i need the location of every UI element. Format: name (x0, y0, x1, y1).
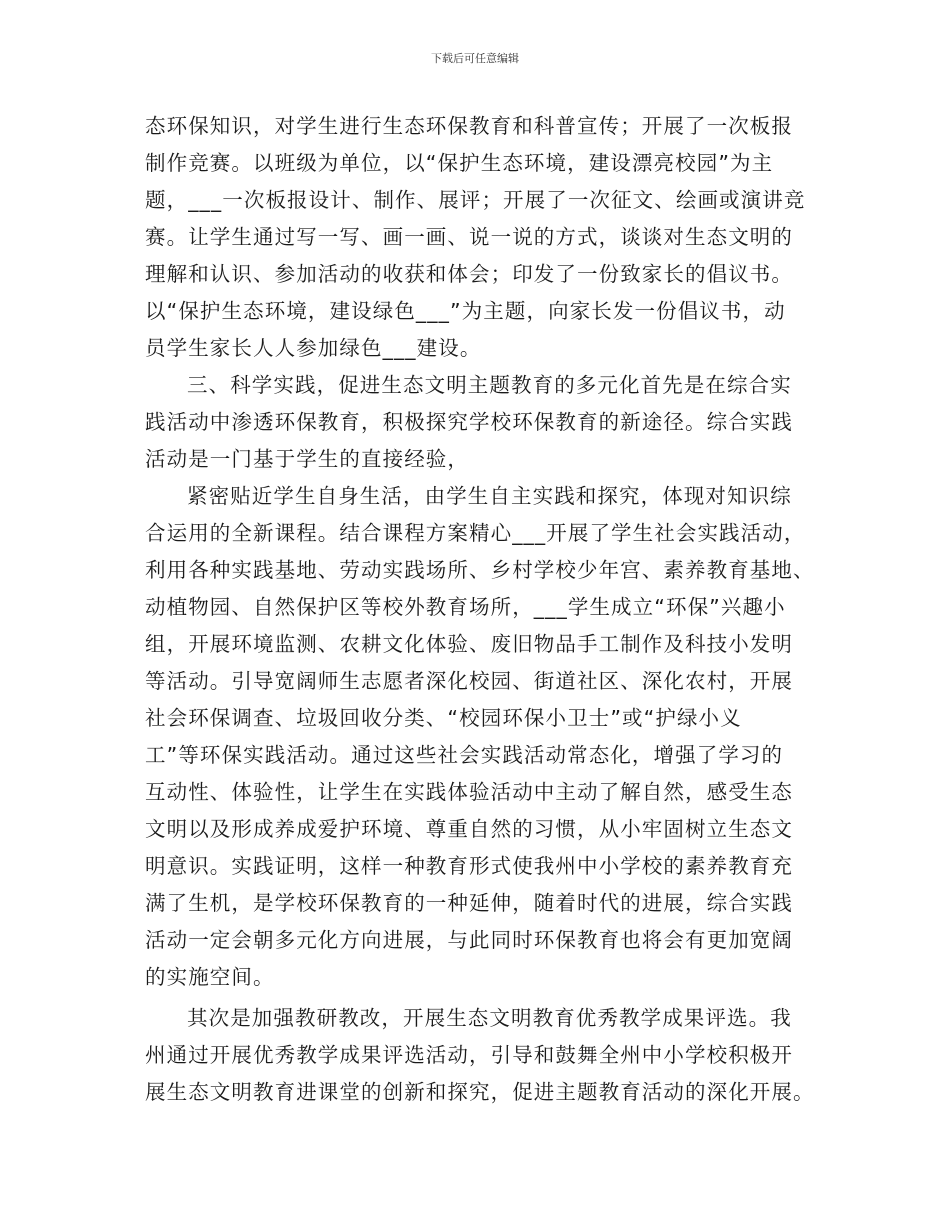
text-line: 动植物园、自然保护区等校外教育场所，___学生成立“环保”兴趣小 (145, 595, 786, 619)
text-line: 的实施空间。 (145, 965, 275, 989)
text-line: 题，___一次板报设计、制作、展评；开展了一次征文、绘画或演讲竞 (145, 188, 806, 212)
text-line: 展生态文明教育进课堂的创新和探究，促进主题教育活动的深化开展。 (145, 1080, 815, 1104)
text-line: 满了生机，是学校环保教育的一种延伸，随着时代的进展，综合实践 (145, 891, 793, 915)
document-body (145, 108, 825, 1111)
text-line: 活动是一门基于学生的直接经验， (145, 447, 469, 471)
paragraph-4 (145, 1000, 825, 1111)
text-line: 组，开展环境监测、农耕文化体验、废旧物品手工制作及科技小发明 (145, 632, 793, 656)
text-line: 活动一定会朝多元化方向进展，与此同时环保教育也将会有更加宽阔 (145, 928, 793, 952)
page-header-note: 下载后可任意编辑 (431, 52, 519, 65)
text-line: 三、科学实践，促进生态文明主题教育的多元化首先是在综合实 (187, 373, 792, 397)
paragraph-2 (145, 367, 825, 478)
paragraph-1 (145, 108, 825, 367)
text-line: 合运用的全新课程。结合课程方案精心___开展了学生社会实践活动， (145, 521, 806, 545)
paragraph-3 (145, 478, 825, 996)
text-line: 其次是加强教研教改，开展生态文明教育优秀教学成果评选。我 (187, 1006, 792, 1030)
text-line: 践活动中渗透环保教育，积极探究学校环保教育的新途径。综合实践 (145, 410, 793, 434)
text-line: 文明以及形成养成爱护环境、尊重自然的习惯，从小牢固树立生态文 (145, 817, 793, 841)
text-line: 州通过开展优秀教学成果评选活动，引导和鼓舞全州中小学校积极开 (145, 1043, 793, 1067)
text-line: 紧密贴近学生自身生活，由学生自主实践和探究，体现对知识综 (187, 484, 792, 508)
text-line: 社会环保调查、垃圾回收分类、“校园环保小卫士”或“护绿小义 (145, 706, 742, 730)
text-line: 理解和认识、参加活动的收获和体会；印发了一份致家长的倡议书。 (145, 262, 793, 286)
text-line: 工”等环保实践活动。通过这些社会实践活动常态化，增强了学习的 (145, 743, 784, 767)
text-line: 以“保护生态环境，建设绿色___”为主题，向家长发一份倡议书，动 (145, 299, 786, 323)
text-line: 利用各种实践基地、劳动实践场所、乡村学校少年宫、素养教育基地、 (145, 558, 815, 582)
text-line: 等活动。引导宽阔师生志愿者深化校园、街道社区、深化农村，开展 (145, 669, 793, 693)
text-line: 态环保知识，对学生进行生态环保教育和科普宣传；开展了一次板报 (145, 114, 793, 138)
text-line: 互动性、体验性，让学生在实践体验活动中主动了解自然，感受生态 (145, 780, 793, 804)
text-line: 员学生家长人人参加绿色___建设。 (145, 336, 482, 360)
text-line: 明意识。实践证明，这样一种教育形式使我州中小学校的素养教育充 (145, 854, 793, 878)
text-line: 赛。让学生通过写一写、画一画、说一说的方式，谈谈对生态文明的 (145, 225, 793, 249)
text-line: 制作竞赛。以班级为单位，以“保护生态环境，建设漂亮校园”为主 (145, 151, 774, 175)
